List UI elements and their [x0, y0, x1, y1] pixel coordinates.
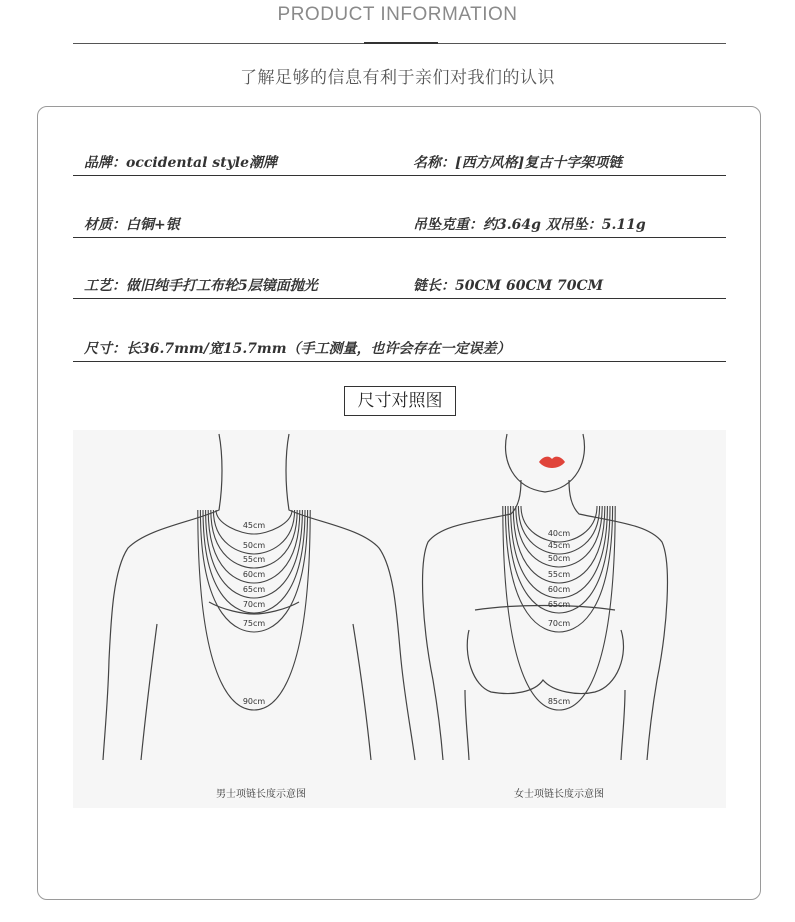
male-length-label: 50cm	[242, 541, 266, 550]
female-chart-caption: 女士项链长度示意图	[514, 789, 604, 800]
female-length-label: 70cm	[547, 619, 571, 628]
male-length-label: 65cm	[242, 585, 266, 594]
spec-size: 尺寸：长36.7mm/宽15.7mm（手工测量，也许会存在一定误差）	[84, 341, 511, 357]
male-length-label: 75cm	[242, 619, 266, 628]
male-length-label: 90cm	[242, 697, 266, 706]
male-chart-caption: 男士项链长度示意图	[216, 789, 306, 800]
spec-row-material	[73, 213, 726, 238]
male-length-label: 60cm	[242, 570, 266, 579]
male-length-label: 70cm	[242, 600, 266, 609]
size-chart-drawing	[73, 430, 726, 808]
female-length-label: 45cm	[547, 541, 571, 550]
female-length-label: 40cm	[547, 529, 571, 538]
spec-brand: 品牌：occidental style潮牌	[84, 155, 278, 171]
title-divider-accent	[364, 42, 438, 44]
spec-row-size	[73, 337, 726, 362]
size-chart-caption: 尺寸对照图	[344, 386, 456, 416]
male-length-label: 45cm	[242, 521, 266, 530]
male-chain-90cm	[198, 510, 310, 710]
spec-material: 材质：白铜+银	[84, 217, 180, 233]
female-figure	[423, 434, 668, 760]
spec-chain-length: 链长：50CM 60CM 70CM	[413, 278, 604, 294]
female-length-label: 50cm	[547, 554, 571, 563]
spec-craft: 工艺：做旧纯手打工布轮5层镜面抛光	[84, 278, 318, 294]
female-length-label: 85cm	[547, 697, 571, 706]
size-chart-illustration	[73, 430, 726, 808]
male-figure	[103, 434, 415, 760]
spec-name: 名称：[西方风格]复古十字架项链	[413, 155, 623, 171]
male-length-label: 55cm	[242, 555, 266, 564]
spec-row-brand	[73, 151, 726, 176]
female-length-label: 60cm	[547, 585, 571, 594]
spec-row-craft	[73, 274, 726, 299]
spec-weight: 吊坠克重：约3.64g 双吊坠：5.11g	[413, 217, 646, 233]
lips-mark	[539, 457, 565, 468]
female-length-label: 55cm	[547, 570, 571, 579]
section-subtitle: 了解足够的信息有利于亲们对我们的认识	[240, 68, 555, 88]
section-title: PRODUCT INFORMATION	[277, 4, 518, 25]
female-length-label: 65cm	[547, 600, 571, 609]
